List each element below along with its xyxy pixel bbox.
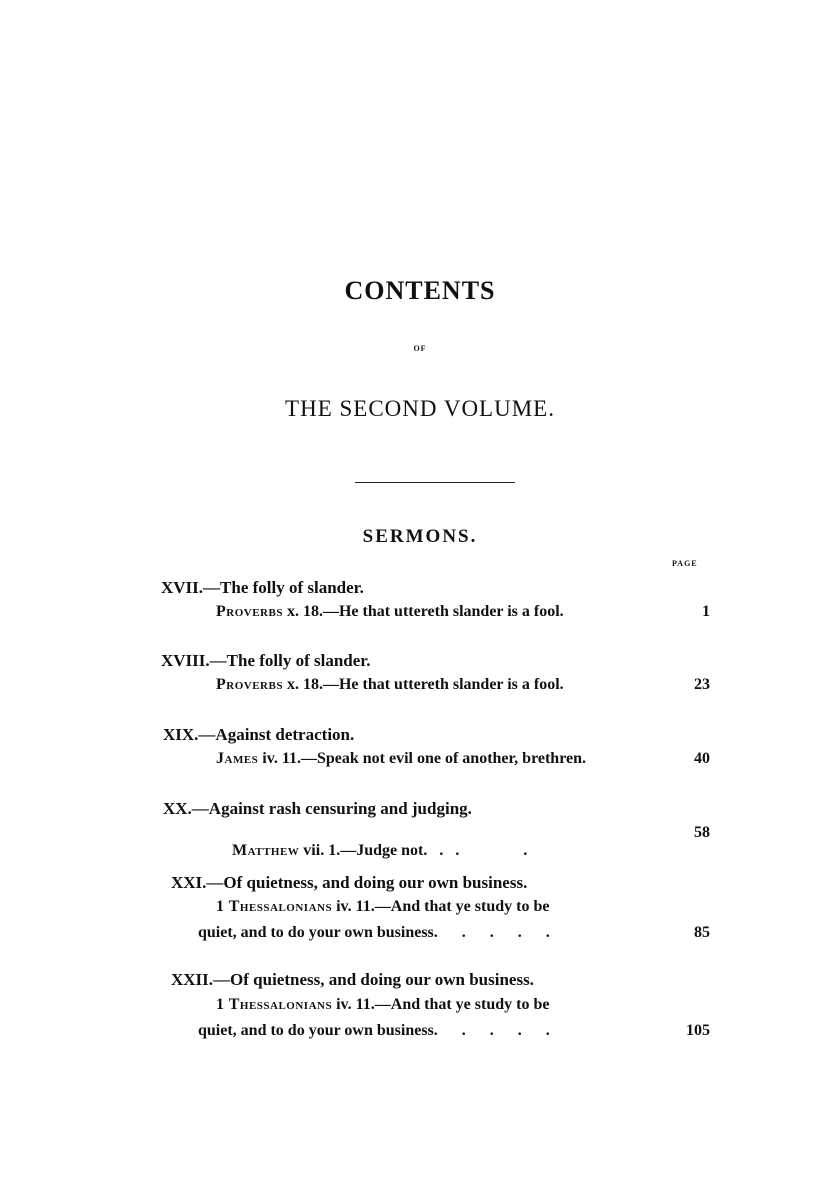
entry-ref-text: x. 18.—He that uttereth slander is a fool.: [282, 603, 564, 620]
entry-book: Matthew: [232, 842, 300, 859]
of-label: OF: [413, 344, 427, 353]
section-title: SERMONS.: [362, 526, 478, 547]
page-column-header: PAGE: [672, 559, 698, 568]
entry-ref-text: iv. 11.—And that ye study to be: [332, 996, 550, 1013]
entry-page: 23: [694, 676, 710, 693]
entry-page: 1: [702, 603, 710, 620]
entry-ref-text: iv. 11.—And that ye study to be: [332, 898, 550, 915]
entry-page: 58: [694, 824, 710, 841]
entry-book: Proverbs: [216, 676, 283, 693]
entry-page: 105: [686, 1022, 710, 1039]
entry-reference-continued: quiet, and to do your own business. . . . .: [198, 924, 550, 941]
entry-reference: [216, 996, 549, 1014]
entry-title: XVII.—The folly of slander.: [161, 578, 364, 597]
entry-ref-text: iv. 11.—Speak not evil one of another, brethren.: [258, 750, 587, 767]
entry-reference: [216, 676, 564, 694]
entry-title: XX.—Against rash censuring and judging.: [163, 799, 472, 818]
entry-book: Proverbs: [216, 603, 283, 620]
entry-book: James: [216, 750, 259, 767]
entry-reference: [216, 750, 586, 768]
entry-reference: [216, 824, 527, 878]
entry-title: XXI.—Of quietness, and doing our own business.: [171, 873, 528, 892]
volume-title: THE SECOND VOLUME.: [285, 396, 555, 421]
entry-page: 40: [694, 750, 710, 767]
contents-title: CONTENTS: [344, 276, 496, 305]
entry-reference: [216, 603, 564, 621]
entry-reference: [216, 898, 549, 916]
entry-title: XVIII.—The folly of slander.: [161, 651, 371, 670]
entry-reference-continued: quiet, and to do your own business. . . . .: [198, 1022, 550, 1039]
entry-title: XIX.—Against detraction.: [163, 725, 355, 744]
entry-ref-text: vii. 1.—Judge not. . . .: [299, 842, 528, 859]
entry-title: XXII.—Of quietness, and doing our own business.: [171, 970, 534, 989]
entry-ref-text: x. 18.—He that uttereth slander is a fool.: [282, 676, 564, 693]
entry-book: 1 Thessalonians: [216, 898, 333, 915]
divider-rule: [355, 482, 515, 483]
entry-page: 85: [694, 924, 710, 941]
entry-book: 1 Thessalonians: [216, 996, 333, 1013]
